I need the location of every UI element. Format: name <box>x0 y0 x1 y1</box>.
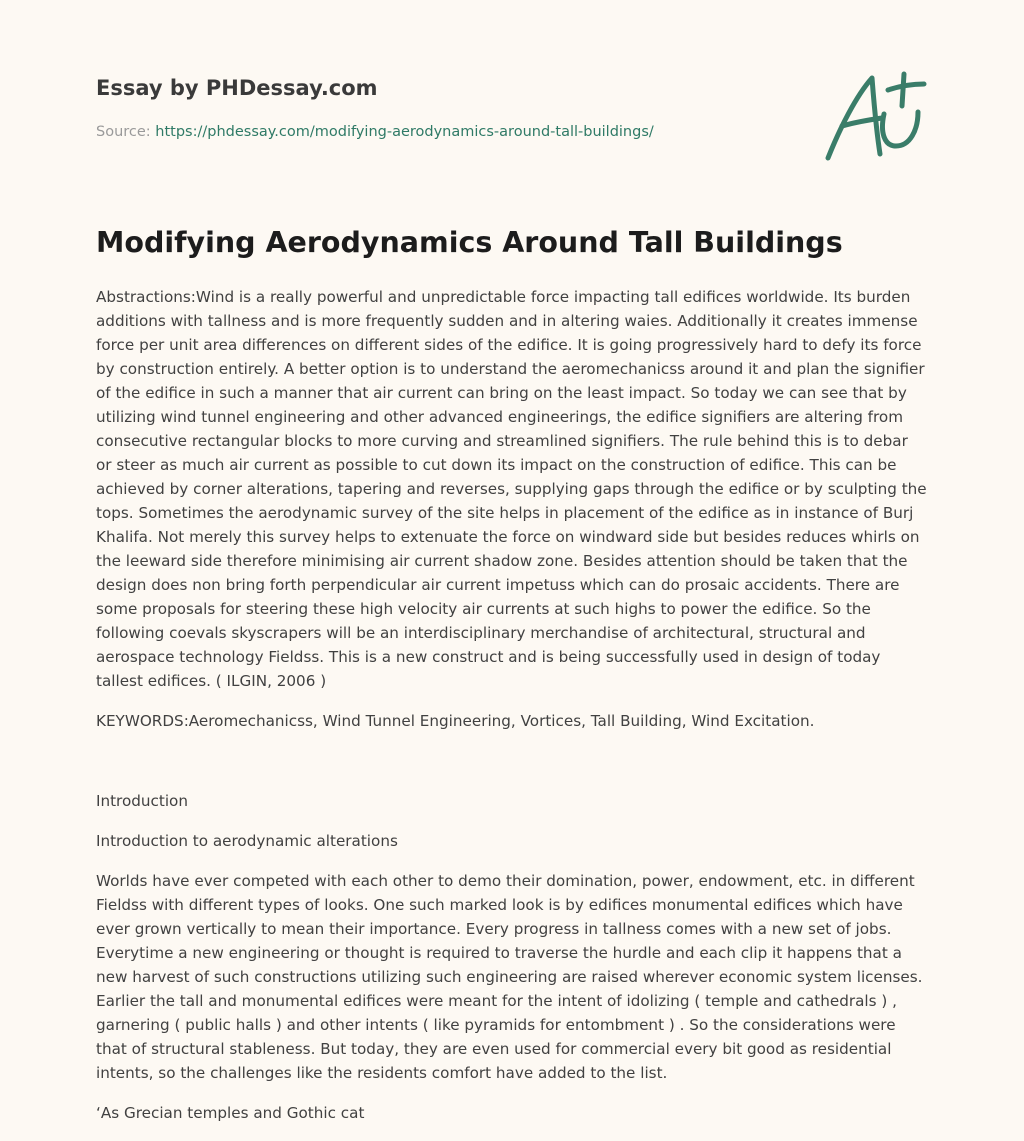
section-heading: Introduction <box>96 792 188 810</box>
source-label: Source: <box>96 124 156 140</box>
body-paragraph: Worlds have ever competed with each other to demo their domination, power, endowment, etc. in different Fieldss with different types of looks. One such marked look is by edifices monumental edifices which have ever grown vertically to mean their importance. Every progress in tallness comes with a new set of jobs. Everytime a new engineering or thought is required to traverse the hurdle and each clip it happens that a new harvest of such constructions utilizing such engineering are raised wherever economic system licenses. Earlier the tall and monumental edifices were meant for the intent of idolizing ( temple and cathedrals ) , garnering ( public halls ) and other intents ( like pyramids for entombment ) . So the considerations were that of structural stableness. But today, they are even used for commercial every bit good as residential intents, so the challenges like the residents comfort have added to the list. <box>96 872 923 1082</box>
article-title: Modifying Aerodynamics Around Tall Buildings <box>96 226 843 259</box>
keywords-paragraph: KEYWORDS:Aeromechanicss, Wind Tunnel Engineering, Vortices, Tall Building, Wind Excitation. <box>96 712 815 730</box>
article-body <box>96 285 928 1141</box>
subsection-heading: Introduction to aerodynamic alterations <box>96 832 398 850</box>
source-link[interactable]: https://phdessay.com/modifying-aerodynamics-around-tall-buildings/ <box>155 124 654 140</box>
source-line <box>96 124 654 140</box>
body-paragraph-truncated: ‘As Grecian temples and Gothic cat <box>96 1104 365 1122</box>
a-plus-logo-icon <box>822 66 932 166</box>
abstract-paragraph: Abstractions:Wind is a really powerful and unpredictable force impacting tall edifices worldwide. Its burden additions with tallness and is more frequently sudden and in altering waies. Additionally it creates immense force per unit area differences on different sides of the edifice. It is going progressively hard to defy its force by construction entirely. A better option is to understand the aeromechanicss around it and plan the signifier of the edifice in such a manner that air current can bring on the least impact. So today we can see that by utilizing wind tunnel engineering and other advanced engineerings, the edifice signifiers are altering from consecutive rectangular blocks to more curving and streamlined signifiers. The rule behind this is to debar or steer as much air current as possible to cut down its impact on the construction of edifice. This can be achieved by corner alterations, tapering and reverses, supplying gaps through the edifice or by sculpting the tops. Sometimes the aerodynamic survey of the site helps in placement of the edifice as in instance of Burj Khalifa. Not merely this survey helps to extenuate the force on windward side but besides reduces whirls on the leeward side therefore minimising air current shadow zone. Besides attention should be taken that the design does non bring forth perpendicular air current impetuss which can do prosaic accidents. There are some proposals for steering these high velocity air currents at such highs to power the edifice. So the following coevals skyscrapers will be an interdisciplinary merchandise of architectural, structural and aerospace technology Fieldss. This is a new construct and is being successfully used in design of today tallest edifices. ( ILGIN, 2006 ) <box>96 288 927 690</box>
site-brand: Essay by PHDessay.com <box>96 76 378 100</box>
